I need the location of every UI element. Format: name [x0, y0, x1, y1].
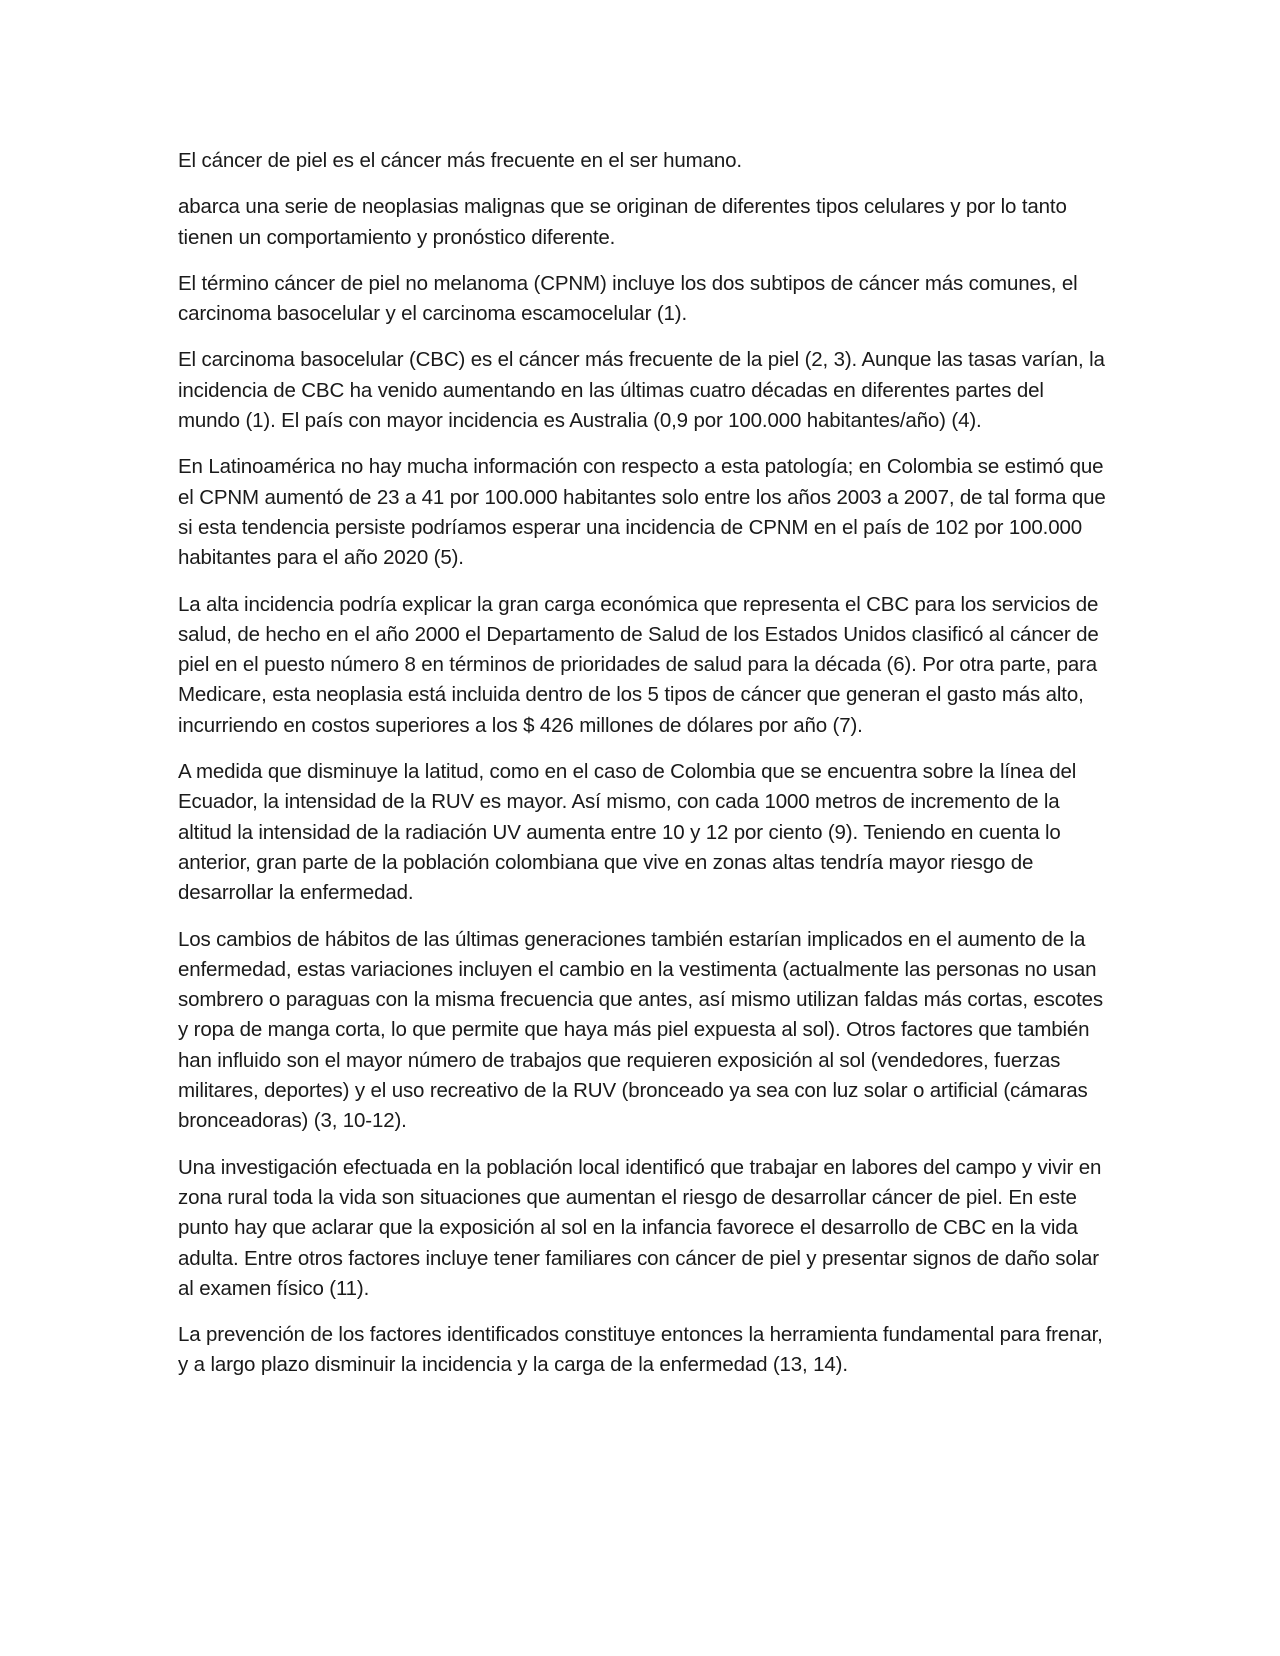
paragraph-8: Los cambios de hábitos de las últimas generaciones también estarían implicados en el aumento de la enfermedad, estas variaciones incluyen el cambio en la vestimenta (actualmente las personas no usan sombrero o paraguas con la misma frecuencia que antes, así mismo utilizan faldas más cortas, escotes y ropa de manga corta, lo que permite que haya más piel expuesta al sol). Otros factores que también han influido son el mayor número de trabajos que requieren exposición al sol (vendedores, fuerzas militares, deportes) y el uso recreativo de la RUV (bronceado ya sea con luz solar o artificial (cámaras bronceadoras) (3, 10-12).: [178, 927, 1104, 1133]
paragraph-9: Una investigación efectuada en la población local identificó que trabajar en labores del campo y vivir en zona rural toda la vida son situaciones que aumentan el riesgo de desarrollar cáncer de piel. En este punto hay que aclarar que la exposición al sol en la infancia favorece el desarrollo de CBC en la vida adulta. Entre otros factores incluye tener familiares con cáncer de piel y presentar signos de daño solar al examen físico (11).: [178, 1155, 1102, 1300]
paragraph-2: abarca una serie de neoplasias malignas que se originan de diferentes tipos celulares y por lo tanto tienen un comportamiento y pronóstico diferente.: [178, 195, 1067, 249]
paragraph-4: El carcinoma basocelular (CBC) es el cáncer más frecuente de la piel (2, 3). Aunque las tasas varían, la incidencia de CBC ha venido aumentando en las últimas cuatro décadas en diferentes partes del mundo (1). El país con mayor incidencia es Australia (0,9 por 100.000 habitantes/año) (4).: [178, 348, 1105, 433]
paragraph-3: El término cáncer de piel no melanoma (CPNM) incluye los dos subtipos de cáncer más comunes, el carcinoma basocelular y el carcinoma escamocelular (1).: [178, 271, 1078, 326]
paragraph-5: En Latinoamérica no hay mucha información con respecto a esta patología; en Colombia se estimó que el CPNM aumentó de 23 a 41 por 100.000 habitantes solo entre los años 2003 a 2007, de tal forma que si esta tendencia persiste podríamos esperar una incidencia de CPNM en el país de 102 por 100.000 habitantes para el año 2020 (5).: [178, 455, 1106, 570]
paragraph-7: A medida que disminuye la latitud, como en el caso de Colombia que se encuentra sobre la línea del Ecuador, la intensidad de la RUV es mayor. Así mismo, con cada 1000 metros de incremento de la altitud la intensidad de la radiación UV aumenta entre 10 y 12 por ciento (9). Teniendo en cuenta lo anterior, gran parte de la población colombiana que vive en zonas altas tendría mayor riesgo de desarrollar la enfermedad.: [178, 760, 1077, 905]
paragraph-6: La alta incidencia podría explicar la gran carga económica que representa el CBC para los servicios de salud, de hecho en el año 2000 el Departamento de Salud de los Estados Unidos clasificó al cáncer de piel en el puesto número 8 en términos de prioridades de salud para la década (6). Por otra parte, para Medicare, esta neoplasia está incluida dentro de los 5 tipos de cáncer que generan el gasto más alto, incurriendo en costos superiores a los $ 426 millones de dólares por año (7).: [178, 592, 1099, 737]
paragraph-1: El cáncer de piel es el cáncer más frecuente en el ser humano.: [178, 149, 742, 172]
paragraph-10: La prevención de los factores identificados constituye entonces la herramienta fundamental para frenar, y a largo plazo disminuir la incidencia y la carga de la enfermedad (13, 14).: [178, 1323, 1103, 1377]
document-body: [178, 146, 1108, 1397]
